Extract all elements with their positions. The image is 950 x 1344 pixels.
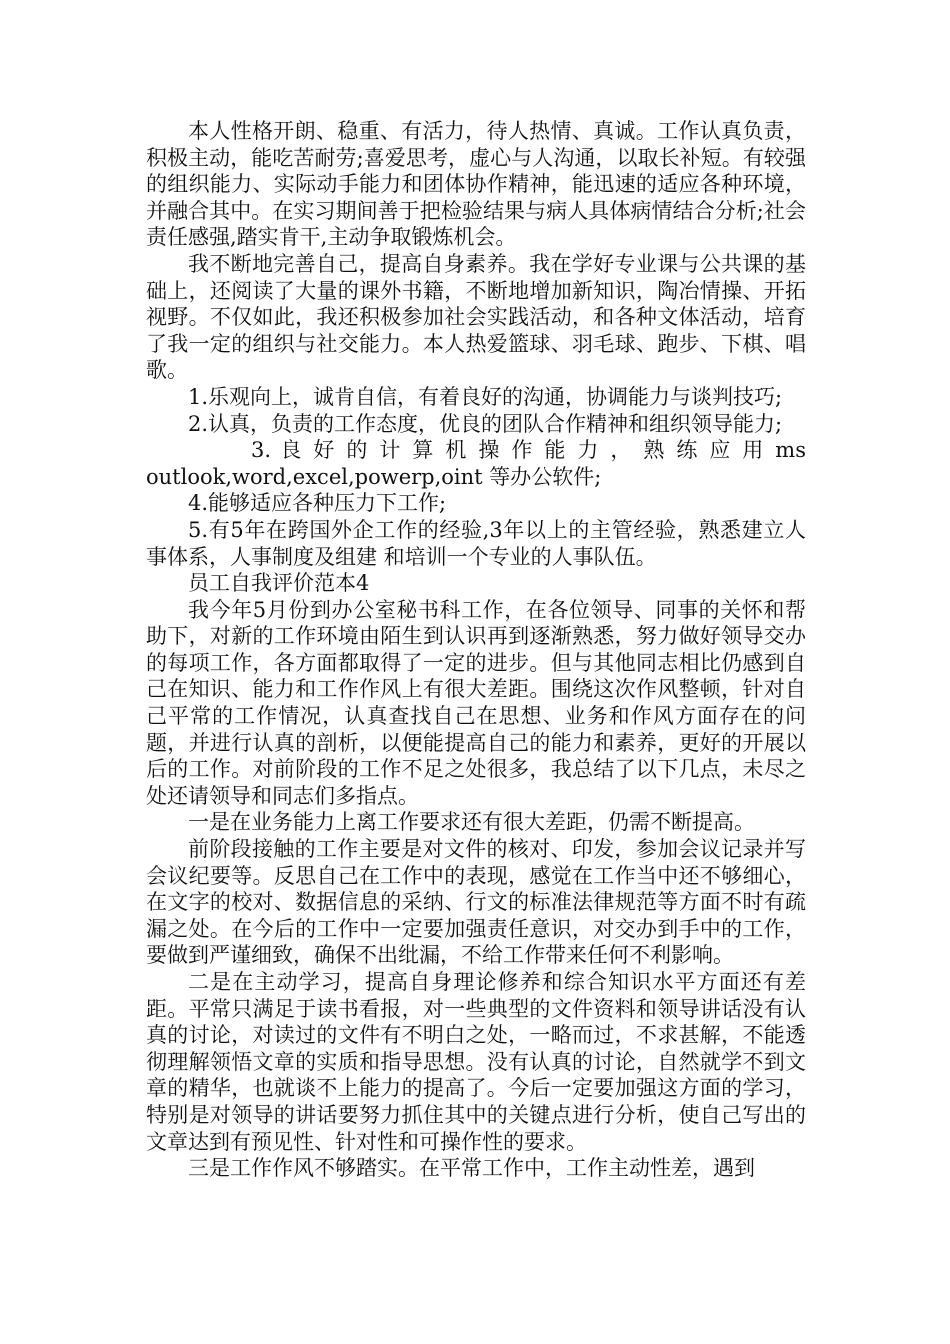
list-item-5: 5.有5年在跨国外企工作的经验,3年以上的主管经验，熟悉建立人事体系，人事制度及组建 和培训一个专业的人事队伍。 <box>146 517 806 569</box>
section-heading: 员工自我评价范本4 <box>188 571 370 596</box>
paragraph-personality: 本人性格开朗、稳重、有活力，待人热情、真诚。工作认真负责，积极主动，能吃苦耐劳;喜爱思考，虚心与人沟通，以取长补短。有较强的组织能力、实际动手能力和团体协作精神，能迅速的适应各种环境，并融合其中。在实习期间善于把检验结果与病人具体病情结合分析;社会责任感强,踏实肯干,主动争取锻炼机会。 <box>146 119 806 250</box>
list-item-2: 2.认真，负责的工作态度，优良的团队合作精神和组织领导能力; <box>188 411 783 436</box>
paragraph-intro: 我今年5月份到办公室秘书科工作，在各位领导、同事的关怀和帮助下，对新的工作环境由陌生到认识再到逐渐熟悉，努力做好领导交办的每项工作，各方面都取得了一定的进步。但与其他同志相比仍感到自己在知识、能力和工作作风上有很大差距。围绕这次作风整顿，针对自己平常的工作情况，认真查找自己在思想、业务和作风方面存在的问题，并进行认真的剖析，以便能提高自己的能力和素养，更好的开展以后的工作。对前阶段的工作不足之处很多，我总结了以下几点，未尽之处还请领导和同志们多指点。 <box>146 597 806 808</box>
list-item-3-line-2: outlook,word,excel,powerp,oint 等办公软件; <box>146 464 602 489</box>
document-body <box>146 118 806 1182</box>
list-item-1: 1.乐观向上，诚肯自信，有着良好的沟通，协调能力与谈判技巧; <box>188 384 783 409</box>
list-item-3-line-1: 3. 良 好 的 计 算 机 操 作 能 力 ， 熟 练 应 用 ms <box>251 438 806 463</box>
point-one-body: 前阶段接触的工作主要是对文件的核对、印发，参加会议记录并写会议纪要等。反思自己在工作中的表现，感觉在工作当中还不够细心，在文字的校对、数据信息的采纳、行文的标准法律规范等方面不时有疏漏之处。在今后的工作中一定要加强责任意识，对交办到手中的工作，要做到严谨细致，确保不出纰漏，不给工作带来任何不利影响。 <box>146 837 806 968</box>
point-three: 三是工作作风不够踏实。在平常工作中，工作主动性差，遇到 <box>188 1156 755 1181</box>
point-one-heading: 一是在业务能力上离工作要求还有很大差距，仍需不断提高。 <box>188 810 755 835</box>
paragraph-self-improvement: 我不断地完善自己，提高自身素养。我在学好专业课与公共课的基础上，还阅读了大量的课外书籍，不断地增加新知识，陶冶情操、开拓视野。不仅如此，我还积极参加社会实践活动，和各种文体活动，培育了我一定的组织与社交能力。本人热爱篮球、羽毛球、跑步、下棋、唱歌。 <box>146 251 806 383</box>
point-two: 二是在主动学习，提高自身理论修养和综合知识水平方面还有差距。平常只满足于读书看报，对一些典型的文件资料和领导讲话没有认真的讨论，对读过的文件有不明白之处，一略而过，不求甚解，不能透彻理解领悟文章的实质和指导思想。没有认真的讨论，自然就学不到文章的精华，也就谈不上能力的提高了。今后一定要加强这方面的学习，特别是对领导的讲话要努力抓住其中的关键点进行分析，使自己写出的文章达到有预见性、针对性和可操作性的要求。 <box>146 970 806 1154</box>
list-item-4: 4.能够适应各种压力下工作; <box>188 491 447 516</box>
